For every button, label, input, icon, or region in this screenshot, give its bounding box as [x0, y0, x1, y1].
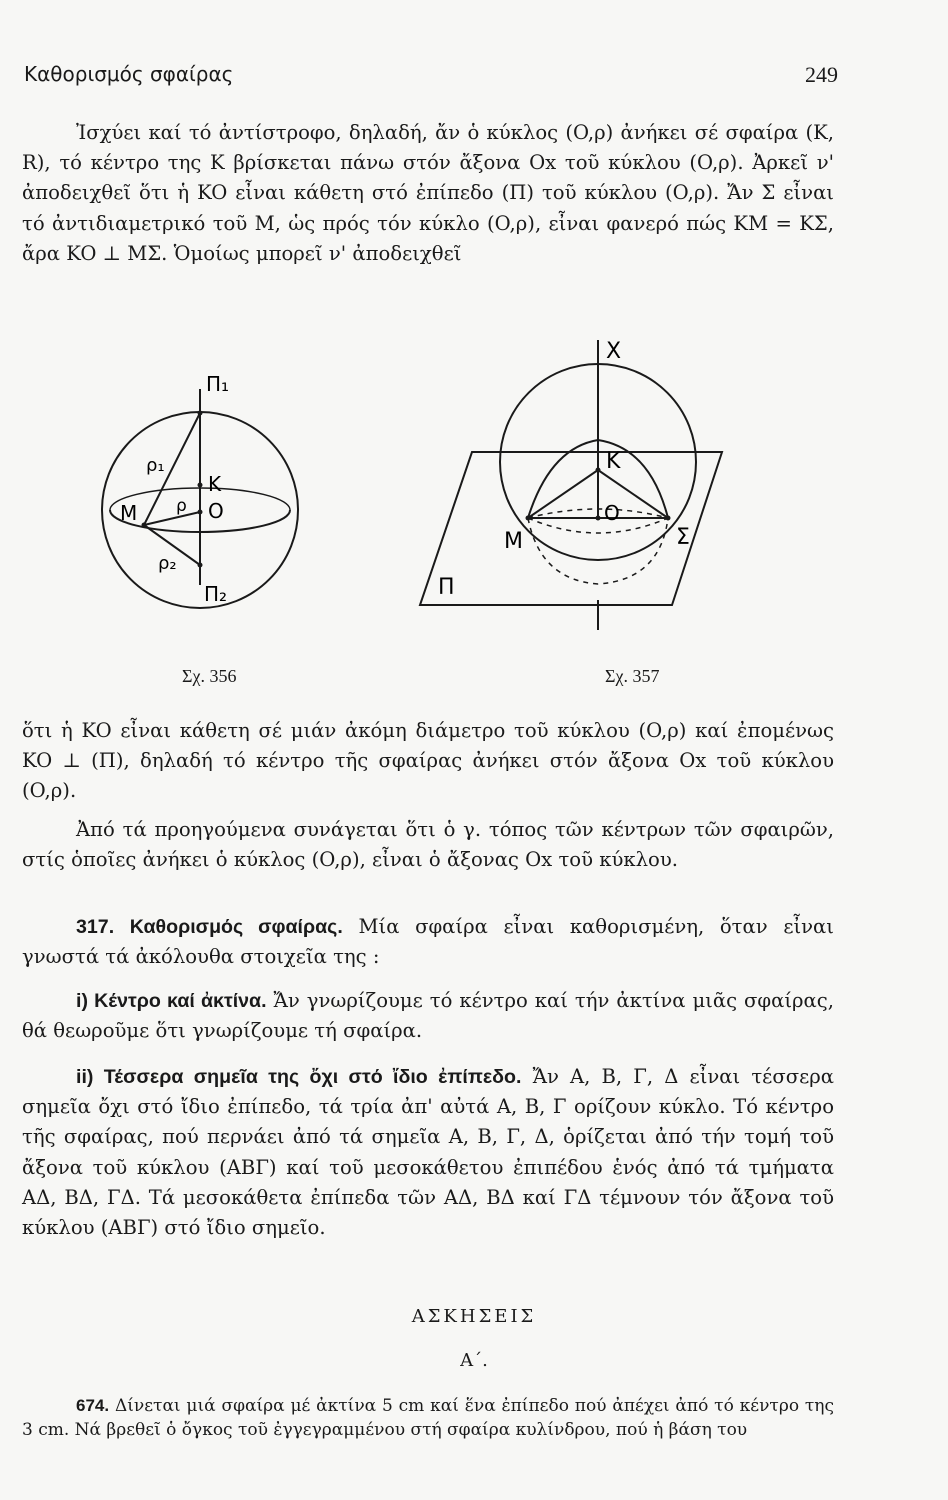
figure-357 — [410, 330, 740, 660]
label-rho2: ρ₂ — [158, 553, 177, 574]
figure-356 — [100, 372, 350, 625]
conclusion-paragraph: Ἀπό τά προηγούμενα συνάγεται ὅτι ὁ γ. τόπος τῶν κέντρων τῶν σφαιρῶν, στίς ὁποῖες ἀνήκει ὁ κύκλος (O,ρ), εἶναι ὁ ἄξονας Ox τοῦ κύκλου. — [22, 818, 834, 872]
item-ii-text: Ἄν A, B, Γ, Δ εἶναι τέσσερα σημεῖα ὄχι στό ἴδιο ἐπίπεδο, τά τρία ἀπ' αὐτά A, B, Γ ορίζουν κύκλο. Τό κέντρο τῆς σφαίρας, πού περνάει ἀπό τά σημεῖα A, B, Γ, Δ, ὁρίζεται ἀπό τήν τομή τοῦ ἄξονα τοῦ κύκλου (ABΓ) καί τοῦ μεσοκάθετου ἐπιπέδου ἑνός ἀπό τά τμήματα AΔ, BΔ, ΓΔ. Τά μεσοκάθετα ἐπίπεδα τῶν AΔ, BΔ καί ΓΔ τέμνουν τόν ἄξονα τοῦ κύκλου (ABΓ) στό ἴδιο σημεῖο. — [22, 1065, 834, 1240]
page-number: 249 — [805, 62, 838, 87]
label-O: O — [604, 501, 620, 525]
section-317 — [22, 912, 834, 972]
exercise-text: Δίνεται μιά σφαίρα μέ ἀκτίνα 5 cm καί ἕνα ἐπίπεδο πού ἀπέχει ἀπό τό κέντρο της 3 cm. Νά βρεθεῖ ὁ ὄγκος τοῦ ἐγγεγραμμένου στή σφαίρα κυλίνδρου, πού ἡ βάση του — [22, 1396, 835, 1440]
label-x: X — [606, 339, 622, 364]
item-i — [22, 986, 834, 1046]
section-intro: Μία σφαίρα εἶναι καθορισμένη, ὅταν εἶναι γνωστά τά ἀκόλουθα στοιχεῖα της : — [22, 915, 834, 969]
label-M: M — [504, 529, 523, 554]
label-pi1: Π₁ — [206, 372, 230, 396]
figure-357-caption: Σχ. 357 — [605, 666, 660, 686]
label-M: M — [120, 501, 138, 525]
exercises-subheading: Α΄. — [460, 1350, 488, 1371]
lower-sphere-dashed — [528, 518, 668, 584]
item-i-label: i) Κέντρο καί ἀκτίνα. — [76, 990, 267, 1012]
label-O: O — [208, 499, 224, 523]
label-S: Σ — [676, 525, 690, 550]
label-K: K — [208, 472, 222, 496]
label-pi2: Π₂ — [204, 582, 228, 606]
figure-356-caption: Σχ. 356 — [182, 666, 237, 686]
label-P: Π — [438, 575, 455, 600]
continuation-paragraph: ὅτι ἡ KO εἶναι κάθετη σέ μιάν ἀκόμη διάμετρο τοῦ κύκλου (O,ρ) καί ἐπομένως KO ⊥ (Π), δηλαδή τό κέντρο τῆς σφαίρας ἀνήκει στόν ἄξονα Ox τοῦ κύκλου (O,ρ). — [22, 719, 834, 803]
item-i-text: Ἄν γνωρίζουμε τό κέντρο καί τήν ἀκτίνα μιᾶς σφαίρας, θά θεωροῦμε ὅτι γνωρίζουμε τή σφαίρα. — [22, 989, 834, 1043]
label-rho: ρ — [176, 496, 187, 516]
segment-KM — [528, 470, 598, 518]
section-number: 317. — [76, 916, 115, 938]
label-rho1: ρ₁ — [146, 455, 165, 476]
rho-line — [144, 512, 200, 525]
exercises-heading: ΑΣΚΗΣΕΙΣ — [411, 1306, 537, 1327]
exercise-674 — [22, 1394, 834, 1442]
item-ii — [22, 1062, 834, 1243]
label-K: K — [606, 449, 621, 474]
item-ii-label: ii) Τέσσερα σημεῖα της ὄχι στό ἴδιο ἐπίπεδο. — [76, 1066, 522, 1088]
running-title: Καθορισμός σφαίρας — [24, 62, 234, 86]
section-title: Καθορισμός σφαίρας. — [129, 916, 343, 938]
exercise-number: 674. — [76, 1396, 110, 1415]
intro-paragraph: Ἰσχύει καί τό ἀντίστροφο, δηλαδή, ἄν ὁ κύκλος (O,ρ) ἀνήκει σέ σφαίρα (K, R), τό κέντρο της K βρίσκεται πάνω στόν ἄξονα Ox τοῦ κύκλου (O,ρ). Ἀρκεῖ ν' ἀποδειχθεῖ ὅτι ἡ KO εἶναι κάθετη στό ἐπίπεδο (Π) τοῦ κύκλου (O,ρ). Ἄν Σ εἶναι τό ἀντιδιαμετρικό τοῦ M, ὡς πρός τόν κύκλο (O,ρ), εἶναι φανερό πώς KM = KΣ, ἄρα KO ⊥ MΣ. Ὁμοίως μπορεῖ ν' ἀποδειχθεῖ — [22, 121, 834, 265]
